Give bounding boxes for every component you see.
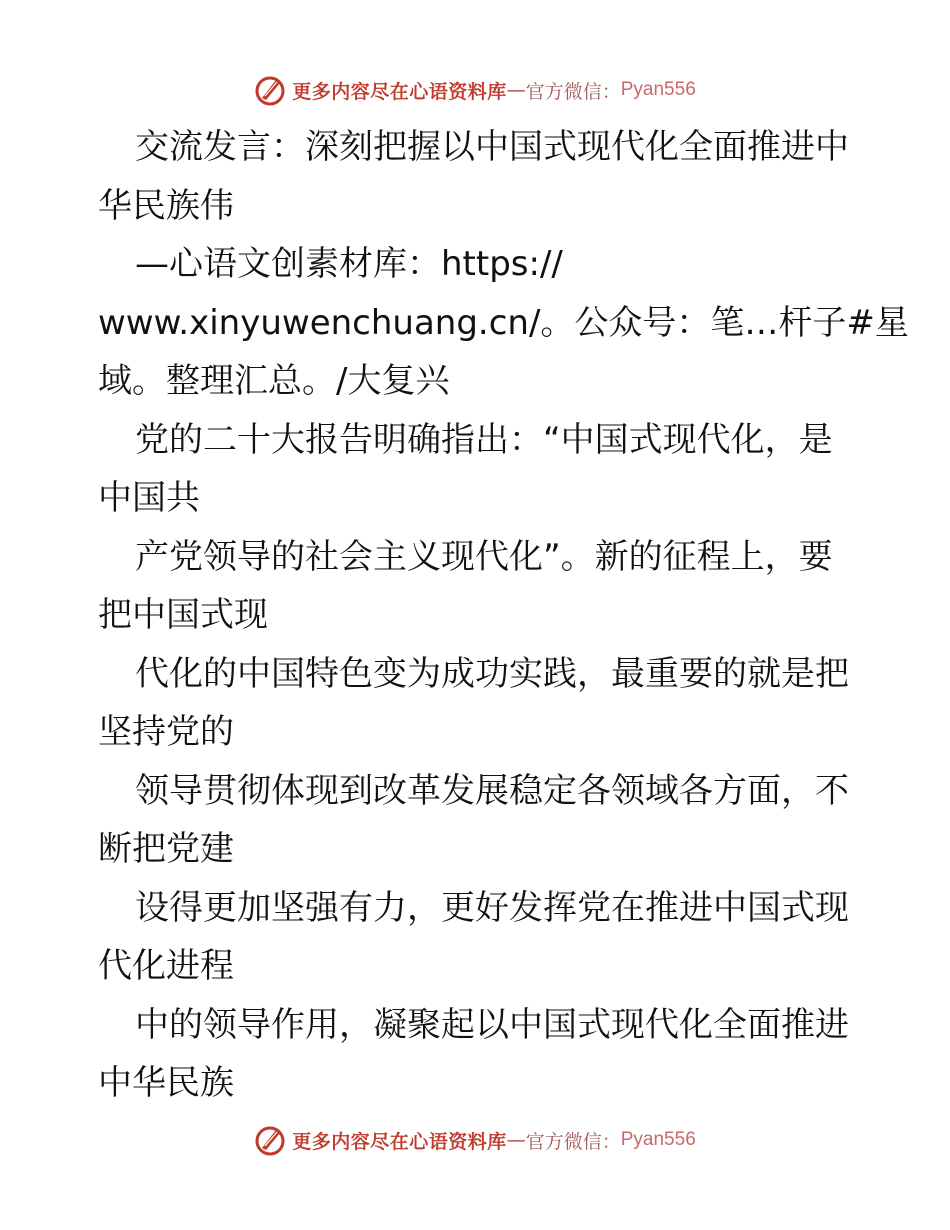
document-body — [98, 118, 909, 1113]
body-line: 把中国式现 — [98, 595, 268, 635]
body-line: 设得更加坚强有力，更好发挥党在推进中国式现 — [135, 887, 849, 928]
body-line: 代化进程 — [98, 946, 234, 986]
header-separator: — — [506, 79, 526, 101]
body-line: 党的二十大报告明确指出：“中国式现代化，是 — [135, 419, 833, 460]
header-banner — [0, 70, 950, 110]
body-line: 域。整理汇总。/大复兴 — [98, 361, 450, 401]
body-line: 中华民族 — [98, 1063, 234, 1103]
footer-wechat-label: 官方微信： — [525, 1130, 621, 1153]
body-line: www.xinyuwenchuang.cn/。公众号：笔…杆子#星 — [98, 302, 909, 343]
header-title: 更多内容尽在心语资料库 — [292, 80, 507, 103]
feather-pen-logo-icon — [254, 74, 286, 106]
body-line: 中的领导作用，凝聚起以中国式现代化全面推进 — [135, 1004, 849, 1045]
body-line: 代化的中国特色变为成功实践，最重要的就是把 — [135, 653, 849, 694]
body-line: 华民族伟 — [98, 185, 234, 226]
body-line: 中国共 — [98, 478, 200, 518]
body-line: 领导贯彻体现到改革发展稳定各领域各方面，不 — [135, 770, 849, 811]
header-wechat-id: Pyan556 — [620, 79, 696, 100]
footer-banner — [0, 1120, 950, 1160]
feather-pen-logo-icon — [254, 1124, 286, 1156]
body-line: —心语文创素材库：https:// — [135, 244, 563, 284]
body-line: 坚持党的 — [98, 712, 234, 752]
header-wechat-label: 官方微信： — [525, 80, 621, 103]
footer-title: 更多内容尽在心语资料库 — [292, 1130, 507, 1153]
body-line: 产党领导的社会主义现代化”。新的征程上，要 — [135, 536, 833, 577]
footer-wechat-id: Pyan556 — [620, 1129, 696, 1150]
footer-separator: — — [506, 1129, 526, 1151]
body-line: 断把党建 — [98, 829, 234, 869]
body-line: 交流发言：深刻把握以中国式现代化全面推进中 — [135, 127, 849, 167]
